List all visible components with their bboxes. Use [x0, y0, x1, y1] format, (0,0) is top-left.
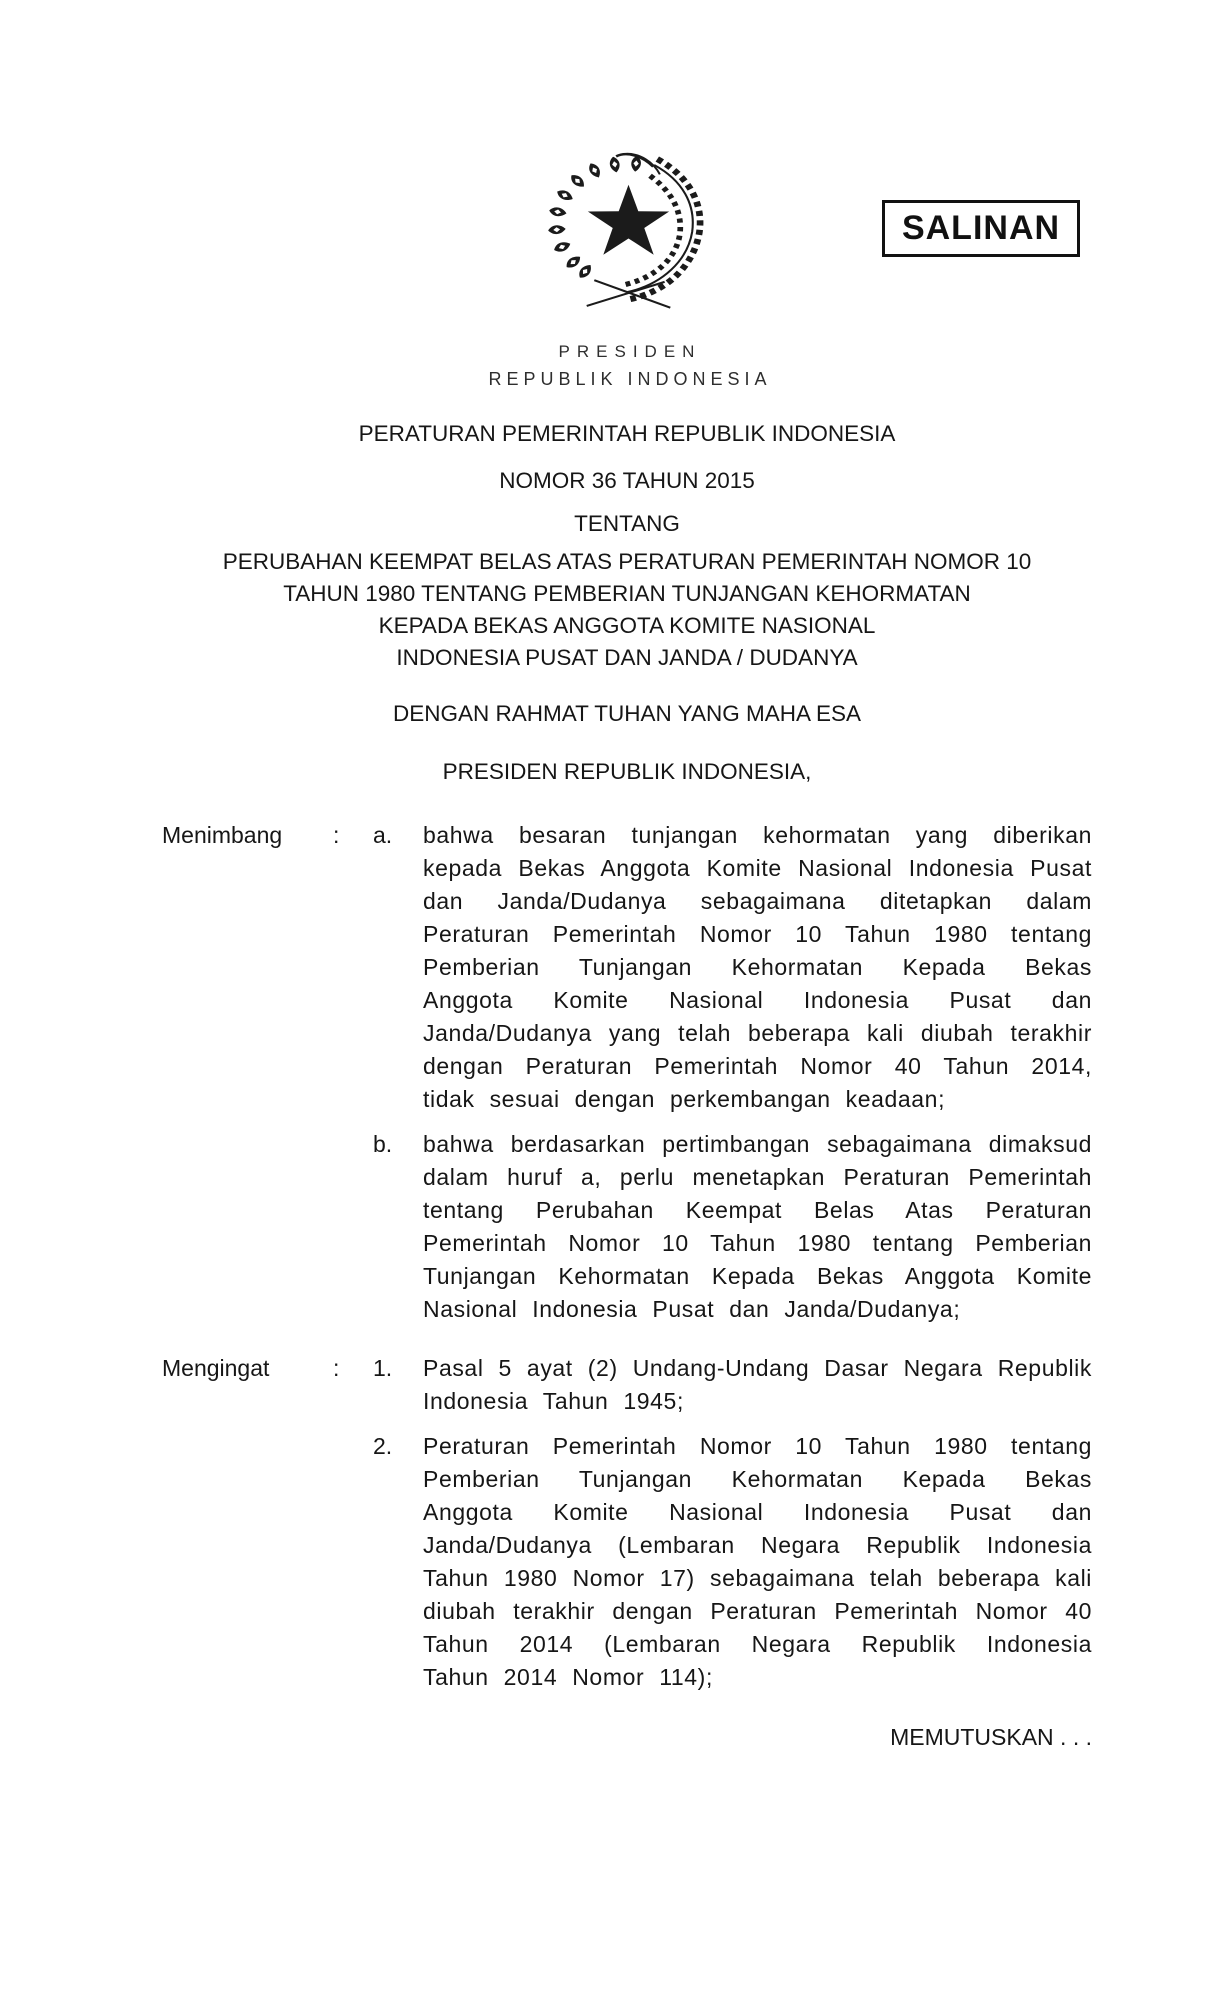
subject-line: INDONESIA PUSAT DAN JANDA / DUDANYA [396, 645, 858, 670]
letterhead-presiden: PRESIDEN [558, 342, 702, 361]
item-text: Pasal 5 ayat (2) Undang-Undang Dasar Negara Republik Indonesia Tahun 1945; [423, 1355, 1092, 1414]
regulation-about-label: TENTANG [574, 511, 680, 536]
legal-basis-item-1 [363, 1352, 1092, 1418]
section-colon: : [333, 822, 340, 848]
subject-line: TAHUN 1980 TENTANG PEMBERIAN TUNJANGAN KEHORMATAN [283, 581, 971, 606]
section-colon: : [333, 1355, 340, 1381]
item-text: bahwa berdasarkan pertimbangan sebagaimana dimaksud dalam huruf a, perlu menetapkan Peraturan Pemerintah tentang Perubahan Keempat Belas Atas Peraturan Pemerintah Nomor 10 Tahun 1980 tentang Pemberian Tunjangan Kehormatan Kepada Bekas Anggota Komite Nasional Indonesia Pusat dan Janda/Dudanya; [423, 1131, 1092, 1322]
star-icon [588, 185, 669, 255]
consideration-item-b [363, 1128, 1092, 1326]
regulation-number: NOMOR 36 TAHUN 2015 [499, 468, 755, 493]
letterhead-republik-indonesia: REPUBLIK INDONESIA [488, 369, 772, 389]
subject-line: KEPADA BEKAS ANGGOTA KOMITE NASIONAL [378, 613, 876, 638]
presidential-emblem-icon [524, 146, 733, 318]
salinan-stamp [882, 200, 1080, 257]
letterhead [18, 342, 1224, 390]
item-text: Peraturan Pemerintah Nomor 10 Tahun 1980 tentang Pemberian Tunjangan Kehormatan Kepada Bekas Anggota Komite Nasional Indonesia Pusat dan Janda/Dudanya (Lembaran Negara Republik Indonesia Tahun 1980 Nomor 17) sebagaimana telah beberapa kali diubah terakhir dengan Peraturan Pemerintah Nomor 40 Tahun 2014 (Lembaran Negara Republik Indonesia Tahun 2014 Nomor 114); [423, 1433, 1092, 1690]
legal-basis-item-2 [363, 1430, 1092, 1694]
consideration-item-a [363, 819, 1092, 1116]
item-marker: 2. [373, 1433, 393, 1459]
section-mengingat [162, 1352, 1092, 1694]
item-marker: b. [373, 1131, 393, 1157]
item-marker: 1. [373, 1355, 393, 1381]
section-label: Mengingat [162, 1355, 270, 1381]
item-text: bahwa besaran tunjangan kehormatan yang diberikan kepada Bekas Anggota Komite Nasional Indonesia Pusat dan Janda/Dudanya sebagaimana ditetapkan dalam Peraturan Pemerintah Nomor 10 Tahun 1980 tentang Pemberian Tunjangan Kehormatan Kepada Bekas Anggota Komite Nasional Indonesia Pusat dan Janda/Dudanya yang telah beberapa kali diubah terakhir dengan Peraturan Pemerintah Nomor 40 Tahun 2014, tidak sesuai dengan perkembangan keadaan; [423, 822, 1092, 1112]
invocation-line: DENGAN RAHMAT TUHAN YANG MAHA ESA [392, 701, 861, 726]
section-label: Menimbang [162, 822, 283, 848]
continuation-catchword: MEMUTUSKAN . . . [890, 1724, 1092, 1750]
subject-line: PERUBAHAN KEEMPAT BELAS ATAS PERATURAN PEMERINTAH NOMOR 10 [222, 549, 1032, 574]
section-menimbang [162, 819, 1092, 1326]
section-items [363, 1352, 1092, 1694]
authority-line: PRESIDEN REPUBLIK INDONESIA, [442, 759, 812, 784]
salinan-stamp-label: SALINAN [901, 209, 1061, 247]
section-items [363, 819, 1092, 1326]
item-marker: a. [373, 822, 393, 848]
regulation-heading: PERATURAN PEMERINTAH REPUBLIK INDONESIA [358, 421, 896, 446]
regulation-subject [162, 546, 1092, 674]
